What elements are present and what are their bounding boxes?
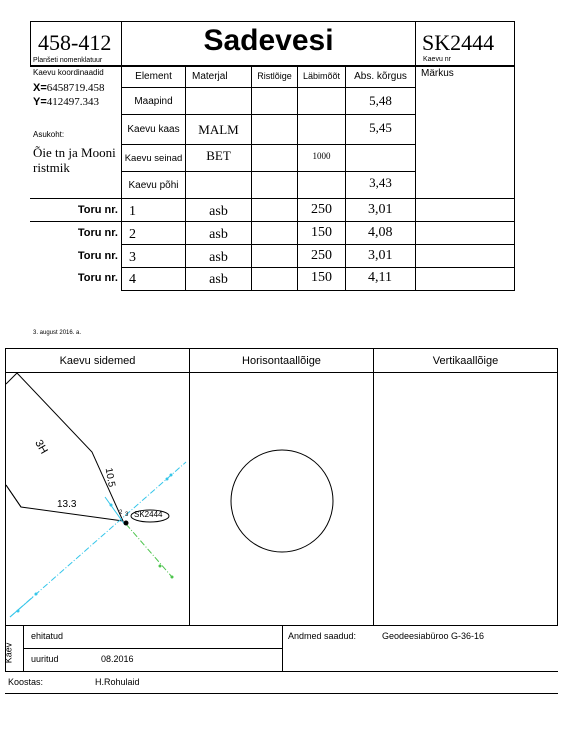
pipe-number-label: 3 — [125, 512, 129, 518]
location-label: Asukoht: — [33, 130, 65, 139]
pipe-num: 2 — [129, 227, 136, 242]
page-title: Sadevesi — [203, 24, 334, 57]
coord-y-value: 412497.343 — [46, 96, 100, 108]
pipe-marker — [171, 576, 174, 579]
author-value: H.Rohulaid — [95, 677, 140, 687]
source-label: Andmed saadud: — [288, 631, 357, 641]
col-header-notes: Märkus — [421, 68, 454, 79]
pipe-height: 3,01 — [368, 248, 393, 263]
row-material: MALM — [198, 121, 239, 137]
document-date: 3. august 2016. a. — [33, 330, 82, 336]
col-header-height: Abs. kõrgus — [354, 70, 407, 82]
row-element: Kaevu kaas — [127, 124, 180, 135]
side-label: Kaev — [3, 642, 14, 664]
pipe-diameter: 250 — [311, 248, 332, 263]
well-id: SK2444 — [422, 30, 495, 55]
well-section-circle — [231, 450, 333, 552]
pipe-material: asb — [209, 204, 228, 219]
pipe-label: Toru nr. — [77, 272, 118, 284]
pipe-marker — [166, 478, 169, 481]
well-point — [124, 521, 129, 526]
pipe-marker — [35, 593, 38, 596]
pipe-material: asb — [209, 227, 228, 242]
well-label: SK2444 — [134, 510, 163, 519]
coord-y-label: Y= — [33, 96, 47, 108]
building-label: 3H — [32, 437, 50, 457]
row-element: Kaevu põhi — [128, 179, 179, 191]
panel-title-horizontal: Horisontaallõige — [242, 354, 321, 367]
pipe-num: 1 — [129, 204, 136, 219]
pipe-marker — [110, 504, 113, 507]
col-header-diameter: Läbimõõt — [302, 71, 341, 81]
pipe-marker — [159, 565, 162, 568]
row-height: 5,45 — [369, 119, 392, 135]
coord-label: Kaevu koordinaadid — [33, 68, 104, 77]
built-label: ehitatud — [31, 631, 64, 641]
dimension-label: 10.5 — [102, 466, 117, 489]
panel-title-vertical: Vertikaallõige — [432, 354, 499, 367]
surveyed-date: 08.2016 — [101, 654, 134, 664]
pipe-height: 4,08 — [368, 225, 393, 240]
pipe-label: Toru nr. — [77, 227, 118, 239]
row-height: 5,48 — [369, 93, 392, 108]
pipe-num: 3 — [129, 250, 136, 265]
pipe-marker — [170, 474, 173, 477]
pipe-line-cyan — [10, 597, 33, 617]
coord-x-value: 6458719.458 — [46, 82, 105, 94]
pipe-number-label: 2 — [119, 510, 123, 516]
sheet-number: 458-412 — [38, 30, 112, 55]
col-header-material: Materjal — [192, 70, 228, 82]
pipe-diameter: 250 — [311, 202, 332, 217]
pipe-label: Toru nr. — [77, 204, 118, 216]
col-header-element: Element — [135, 70, 172, 82]
well-id-label: Kaevu nr — [423, 56, 452, 63]
pipe-label: Toru nr. — [77, 250, 118, 262]
author-label: Koostas: — [8, 677, 44, 687]
pipe-line-green — [126, 524, 172, 577]
pipe-num: 4 — [129, 272, 136, 287]
location-line2: ristmik — [33, 160, 70, 175]
pipe-diameter: 150 — [311, 225, 332, 240]
pipe-material: asb — [209, 250, 228, 265]
location-line1: Õie tn ja Mooni — [33, 145, 116, 160]
col-header-section: Ristlõige — [257, 71, 292, 81]
dimension-label: 13.3 — [57, 499, 77, 510]
surveyed-label: uuritud — [31, 654, 59, 664]
panel-title-links: Kaevu sidemed — [59, 354, 136, 367]
source-value: Geodeesiabüroo G-36-16 — [382, 631, 485, 641]
pipe-height: 3,01 — [368, 202, 393, 217]
pipe-height: 4,11 — [368, 270, 392, 285]
pipe-diameter: 150 — [311, 270, 332, 285]
sheet-label: Planšeti nomenklatuur — [33, 57, 103, 64]
row-element: Maapind — [134, 95, 173, 107]
building-edge — [6, 485, 21, 507]
row-height: 3,43 — [369, 175, 392, 190]
row-diameter: 1000 — [312, 151, 331, 161]
pipe-material: asb — [209, 272, 228, 287]
coord-x-label: X= — [33, 82, 47, 94]
pipe-marker — [17, 610, 20, 613]
horizontal-section-drawing — [190, 373, 373, 625]
row-material: BET — [206, 148, 231, 163]
row-element: Kaevu seinad — [124, 152, 183, 164]
